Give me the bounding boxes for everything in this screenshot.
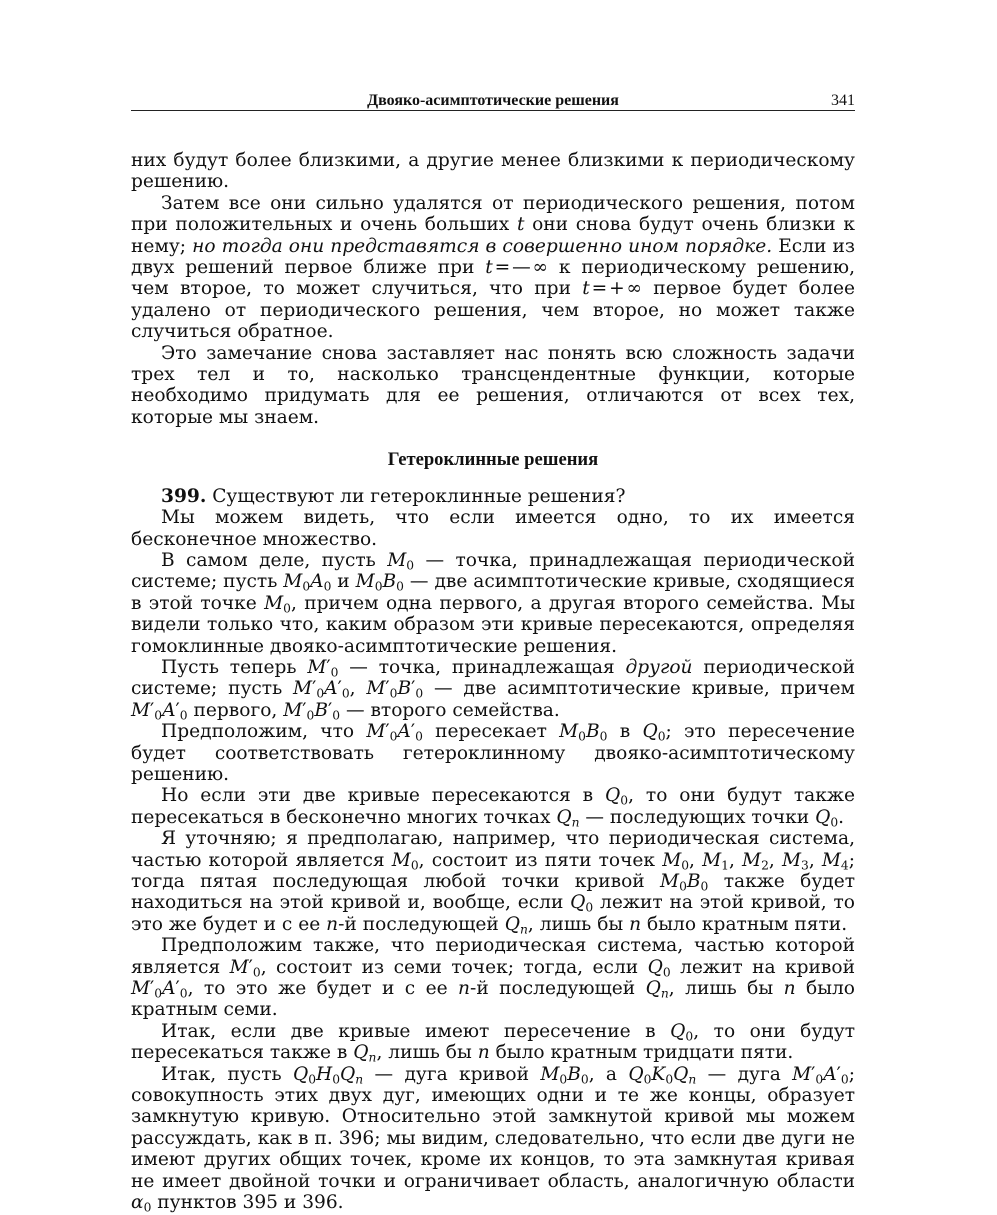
paragraph: 399. Существуют ли гетероклинные решения? — [161, 485, 626, 507]
page-number: 341 — [831, 92, 855, 109]
paragraph: Предположим также, что периодическая система, частью которой является $M'_0$, состоит из семи точек; тогда, если $Q_0$ лежит на кривой $M'_0A'_0$, то это же будет и с ее n-й последующей $Q_n$, лишь бы n было кратным семи. — [131, 935, 856, 1021]
paragraph: Я уточняю; я предполагаю, например, что периодическая система, частью которой является $M_0$, состоит из пяти точек $M_0$, $M_1$, $M_2$, $M_3$, $M_4$; тогда пятая последующая любой точки кривой $M_0B_0$ также будет находиться на этой кривой и, вообще, если $Q_0$ лежит на этой кривой, то это же будет и с ее n-й последующей $Q_n$, лишь бы n было кратным пяти. — [131, 828, 856, 937]
paragraph: В самом деле, пусть $M_0$ — точка, принадлежащая периодической системе; пусть $M_0A_0$ и $M_0B_0$ — две асимптотические кривые, сходящиеся в этой точке $M_0$, причем одна первого, а другая второго семейства. Мы видели только что, каким образом эти кривые пересекаются, определяя гомоклинные двояко-асимптотические решения. — [131, 549, 855, 657]
paragraph: Но если эти две кривые пересекаются в $Q_0$, то они будут также пересекаться в бесконечно многих точках $Q_n$ — последующих точки $Q_0$. — [131, 785, 855, 830]
paragraph: Итак, пусть $Q_0H_0Q_n$ — дуга кривой $M_0B_0$, а $Q_0K_0Q_n$ — дуга $M'_0A'_0$; совокупность этих двух дуг, имеющих одни и те же концы, образует замкнутую кривую. Относительно этой замкнутой кривой мы можем рассуждать, как в п. 396; мы видим, следовательно, что если две дуги не имеют других общих точек, кроме их концов, то эта замкнутая кривая не имеет двойной точки и ограничивает область, аналогичную области $\alpha_0$ пунктов 395 и 396. — [131, 1063, 855, 1215]
paragraph: Предположим, что $M'_0A'_0$ пересекает $M_0B_0$ в $Q_0$; это пересечение будет соответствовать гетероклинному двояко-асимптотическому решению. — [131, 721, 855, 785]
paragraph: Итак, если две кривые имеют пересечение в $Q_0$, то они будут пересекаться также в $Q_n$, лишь бы n было кратным тридцати пяти. — [131, 1020, 855, 1065]
section-title: Гетероклинные решения — [387, 449, 599, 471]
paragraph: Мы можем видеть, что если имеется одно, то их имеется бесконечное множество. — [131, 507, 855, 550]
text-body — [131, 150, 855, 1214]
paragraph: Пусть теперь $M'_0$ — точка, принадлежащая другой периодической системе; пусть $M'_0A'_0$, $M'_0B'_0$ — две асимптотические кривые, причем $M'_0A'_0$ первого, $M'_0B'_0$ — второго семейства. — [131, 656, 856, 723]
page — [131, 86, 855, 1214]
paragraph: Затем все они сильно удалятся от периодического решения, потом при положительных и очень больших t они снова будут очень близки к нему; но тогда они представятся в совершенно ином порядке. Если из двух решений первое ближе при t = — ∞ к периодическому решению, чем второе, то может случиться, что при t = + ∞ первое будет более удалено от периодического решения, чем второе, но может также случиться обратное. — [131, 192, 856, 343]
running-header — [131, 86, 855, 111]
paragraph: Это замечание снова заставляет нас понять всю сложность задачи трех тел и то, насколько трансцендентные функции, которые необходимо придумать для ее решения, отличаются от всех тех, которые мы знаем. — [131, 342, 855, 428]
running-title: Двояко-асимптотические решения — [367, 92, 619, 109]
paragraph: них будут более близкими, а другие менее близкими к периодическому решению. — [131, 150, 855, 193]
item-number: 399. — [161, 485, 207, 507]
